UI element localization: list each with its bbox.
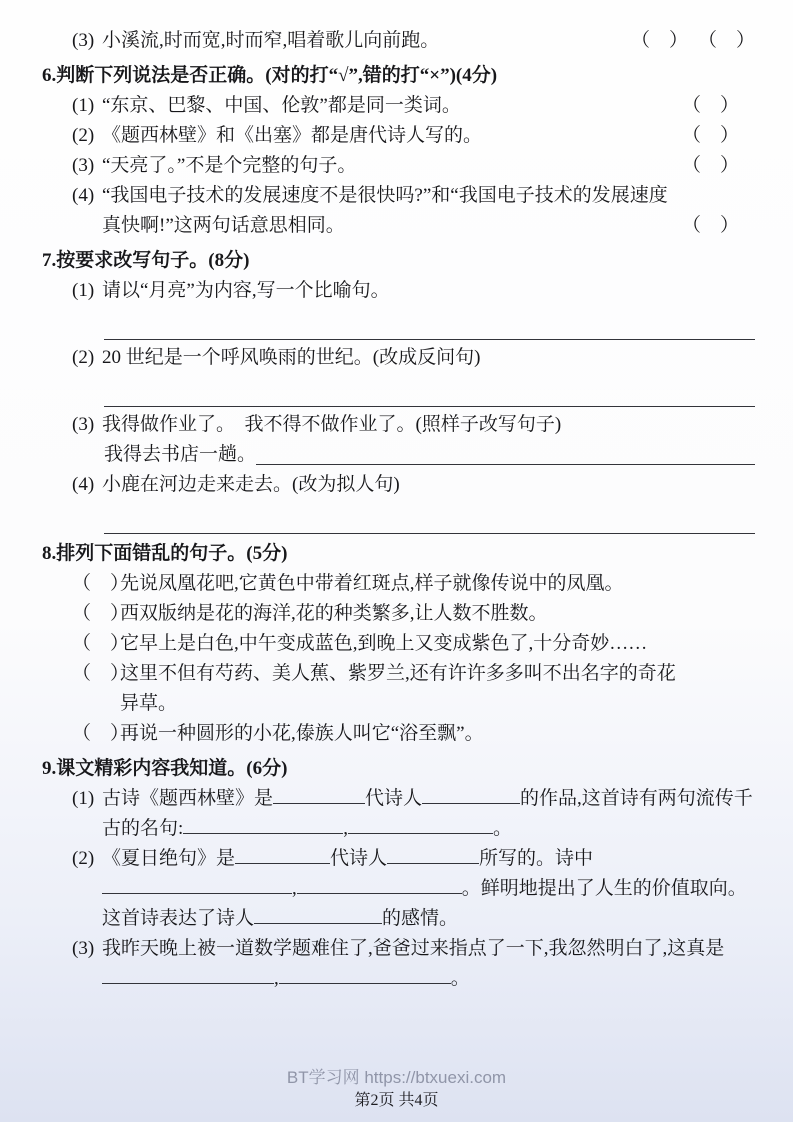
- item-number: (4): [72, 185, 95, 206]
- text-segment: 代诗人: [330, 848, 388, 869]
- fill-blank: [279, 966, 451, 984]
- answer-paren: （ ）: [681, 215, 739, 236]
- text-segment: 的感情。: [382, 908, 459, 929]
- text-segment: 《夏日绝句》是: [102, 848, 236, 869]
- item-number: (1): [72, 95, 95, 116]
- question-8-item-3: [72, 629, 755, 659]
- item-text: 小鹿在河边走来走去。(改为拟人句): [102, 474, 400, 495]
- carry-item: [72, 26, 755, 56]
- answer-paren: （ ）: [630, 30, 688, 51]
- answer-paren: （ ）: [72, 723, 130, 744]
- item-text: “天亮了。”不是个完整的句子。: [102, 155, 357, 176]
- fill-blank: [235, 846, 330, 864]
- item-number: (4): [72, 474, 95, 495]
- question-7-item-3: [72, 410, 755, 440]
- fill-blank: [254, 906, 382, 924]
- answer-paren: （ ）: [681, 155, 739, 176]
- answer-parens: [625, 26, 755, 56]
- answer-paren: （ ）: [72, 603, 130, 624]
- text-segment: ,: [292, 878, 297, 899]
- question-8-item-4: [72, 659, 755, 719]
- item-text: 20 世纪是一个呼风唤雨的世纪。(改成反问句): [102, 347, 481, 368]
- question-7-item-2: [72, 343, 755, 373]
- item-text: 我得去书店一趟。: [104, 444, 257, 465]
- fill-blank: [297, 876, 462, 894]
- item-text: 小溪流,时而宽,时而窄,唱着歌儿向前跑。: [102, 30, 440, 51]
- item-text: [102, 934, 755, 994]
- answer-paren: （ ）: [72, 573, 130, 594]
- text-segment: 古诗《题西林壁》是: [102, 788, 274, 809]
- text-segment: 。鲜明地提出了人生的价值取向。这首诗表达了诗人: [102, 878, 747, 929]
- question-9-item-1: [72, 784, 755, 844]
- text-segment: 。: [493, 818, 513, 839]
- question-9-item-2: [72, 844, 755, 934]
- item-text: “我国电子技术的发展速度不是很快吗?”和“我国电子技术的发展速度真快啊!”这两句话意思相同。: [102, 185, 668, 236]
- text-segment: 的作品,这首诗有两句流传千古的名句:: [102, 788, 753, 839]
- item-text: 先说凤凰花吧,它黄色中带着红斑点,样子就像传说中的凤凰。: [120, 573, 624, 594]
- fill-blank: [102, 876, 292, 894]
- text-segment: 代诗人: [365, 788, 423, 809]
- question-7-item-1: [72, 276, 755, 306]
- question-7-header: 7.按要求改写句子。(8分): [42, 250, 250, 271]
- question-8-header: 8.排列下面错乱的句子。(5分): [42, 543, 288, 564]
- question-8-item-5: [72, 719, 755, 749]
- answer-paren: （ ）: [72, 663, 130, 684]
- question-8-item-2: [72, 599, 755, 629]
- answer-blank-line: [256, 440, 755, 465]
- question-8-item-1: [72, 569, 755, 599]
- question-9-header: 9.课文精彩内容我知道。(6分): [42, 758, 288, 779]
- answer-paren: （ ）: [697, 30, 755, 51]
- question-6-item-2: [72, 121, 755, 151]
- question-9-item-3: [72, 934, 755, 994]
- item-text: “东京、巴黎、中国、伦敦”都是同一类词。: [102, 95, 461, 116]
- text-segment: ,: [343, 818, 349, 839]
- item-number: (2): [72, 125, 95, 146]
- item-number: (3): [72, 938, 95, 959]
- item-text: 这里不但有芍药、美人蕉、紫罗兰,还有许许多多叫不出名字的奇花异草。: [120, 663, 676, 714]
- answer-blank-line: [104, 500, 755, 534]
- item-text: [102, 784, 755, 844]
- answer-blank-line: [104, 306, 755, 340]
- item-text: 西双版纳是花的海洋,花的种类繁多,让人数不胜数。: [120, 603, 548, 624]
- answer-paren: （ ）: [681, 125, 739, 146]
- text-segment: 所写的。诗中: [479, 848, 594, 869]
- fill-blank: [102, 966, 274, 984]
- text-segment: ,: [274, 968, 279, 989]
- item-text: 《题西林壁》和《出塞》都是唐代诗人写的。: [102, 125, 483, 146]
- question-7-item-4: [72, 470, 755, 500]
- answer-blank-line: [104, 373, 755, 407]
- item-number: (3): [72, 30, 95, 51]
- item-number: (2): [72, 848, 95, 869]
- answer-paren: （ ）: [72, 633, 130, 654]
- fill-blank: [387, 846, 479, 864]
- question-6-item-4: [72, 181, 755, 241]
- item-number: (3): [72, 414, 95, 435]
- item-text: 再说一种圆形的小花,傣族人叫它“浴至飘”。: [120, 723, 484, 744]
- fill-blank: [273, 786, 365, 804]
- watermark-site: BT学习网 https://btxuexi.com: [286, 1068, 507, 1087]
- item-text: [102, 844, 755, 934]
- item-text: 它早上是白色,中午变成蓝色,到晚上又变成紫色了,十分奇妙……: [120, 633, 648, 654]
- item-text: 我得做作业了。 我不得不做作业了。(照样子改写句子): [102, 414, 562, 435]
- fill-blank: [183, 816, 343, 834]
- page-number: 第2页 共4页: [354, 1092, 439, 1109]
- item-text: 请以“月亮”为内容,写一个比喻句。: [102, 280, 390, 301]
- question-7-item-3-answer-row: [104, 440, 755, 470]
- question-6-item-3: [72, 151, 755, 181]
- fill-blank: [422, 786, 520, 804]
- question-6-item-1: [72, 91, 755, 121]
- item-number: (2): [72, 347, 95, 368]
- text-segment: 。: [450, 968, 470, 989]
- question-6-header: 6.判断下列说法是否正确。(对的打“√”,错的打“×”)(4分): [42, 65, 498, 86]
- item-number: (1): [72, 788, 95, 809]
- page-footer: [0, 1066, 793, 1112]
- item-number: (3): [72, 155, 95, 176]
- item-number: (1): [72, 280, 95, 301]
- text-segment: 我昨天晚上被一道数学题难住了,爸爸过来指点了一下,我忽然明白了,这真是: [102, 938, 725, 959]
- fill-blank: [348, 816, 493, 834]
- answer-paren: （ ）: [681, 95, 739, 116]
